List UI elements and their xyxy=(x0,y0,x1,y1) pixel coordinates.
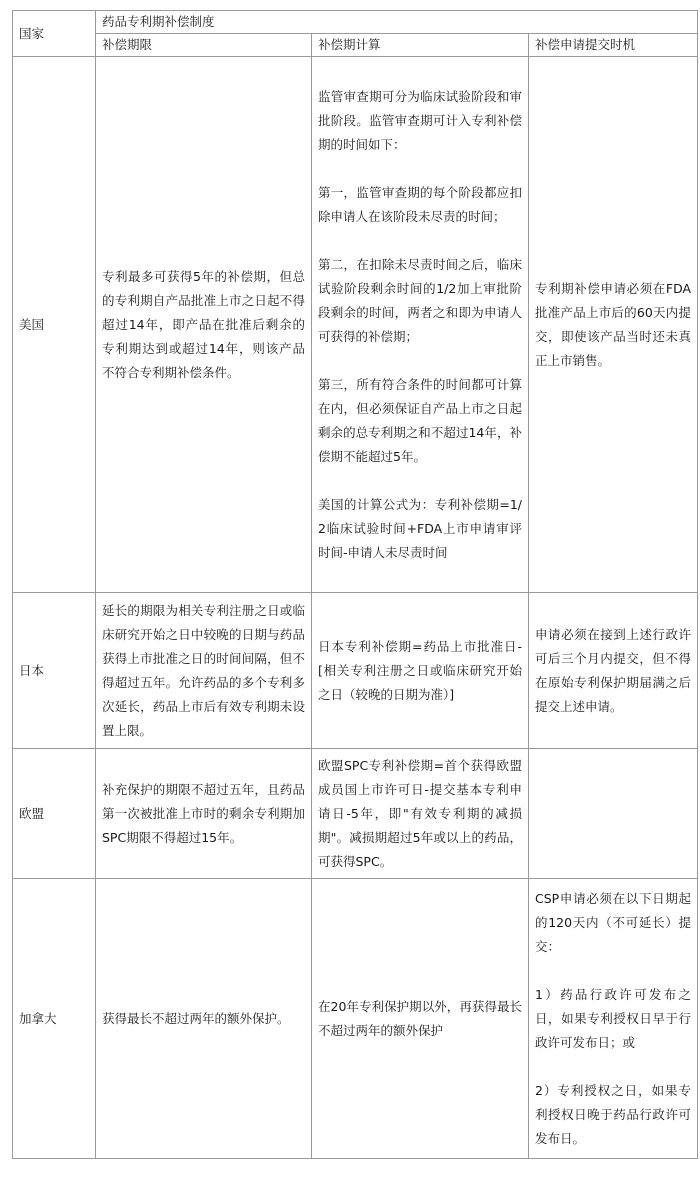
table-row xyxy=(13,57,698,593)
limit-text: 延长的期限为相关专利注册之日或临床研究开始之日中较晚的日期与药品获得上市批准之日的时间间隔，但不得超过五年。允许药品的多个专利多次延长，药品上市后有效专利期未设置上限。 xyxy=(102,602,305,738)
calc-cell xyxy=(312,749,529,879)
timing-cell xyxy=(529,593,698,749)
table-row xyxy=(13,879,698,1159)
calc-text: 欧盟SPC专利补偿期=首个获得欧盟成员国上市许可日-提交基本专利申请日-5年，即"有效专利期的减损期"。减损期超过5年或以上的药品，可获得SPC。 xyxy=(318,757,522,869)
timing-text: 2）专利授权之日，如果专利授权日晚于药品行政许可发布日。 xyxy=(535,1082,692,1146)
header-timing: 补偿申请提交时机 xyxy=(529,34,698,57)
timing-text: 申请必须在接到上述行政许可后三个月内提交，但不得在原始专利保护期届满之后提交上述申请。 xyxy=(535,626,692,714)
header-calc: 补偿期计算 xyxy=(312,34,529,57)
calc-text: 在20年专利保护期以外，再获得最长不超过两年的额外保护 xyxy=(318,998,522,1038)
calc-text: 监管审查期可分为临床试验阶段和审批阶段。监管审查期可计入专利补偿期的时间如下： xyxy=(318,88,522,152)
table-row xyxy=(13,749,698,879)
header-country: 国家 xyxy=(13,11,96,57)
timing-text: 1）药品行政许可发布之日，如果专利授权日早于行政许可发布日；或 xyxy=(535,986,692,1050)
header-limit: 补偿期限 xyxy=(96,34,312,57)
country-cell: 美国 xyxy=(13,57,96,593)
calc-text: 美国的计算公式为：专利补偿期=1/2临床试验时间+FDA上市申请审评时间-申请人未尽责时间 xyxy=(318,496,522,560)
limit-text: 补充保护的期限不超过五年，且药品第一次被批准上市时的剩余专利期加SPC期限不得超过15年。 xyxy=(102,781,305,845)
country-cell: 日本 xyxy=(13,593,96,749)
country-cell: 欧盟 xyxy=(13,749,96,879)
calc-text: 日本专利补偿期=药品上市批准日-[相关专利注册之日或临床研究开始之日（较晚的日期为准）] xyxy=(318,638,522,702)
timing-cell xyxy=(529,749,698,879)
calc-cell xyxy=(312,57,529,593)
patent-compensation-table xyxy=(12,10,698,1159)
limit-cell xyxy=(96,749,312,879)
header-row-top xyxy=(13,11,698,34)
limit-cell xyxy=(96,593,312,749)
calc-text: 第三，所有符合条件的时间都可计算在内，但必须保证自产品上市之日起剩余的总专利期之和不超过14年，补偿期不能超过5年。 xyxy=(318,376,522,464)
calc-cell xyxy=(312,879,529,1159)
calc-cell xyxy=(312,593,529,749)
header-row-columns xyxy=(13,34,698,57)
timing-text: 专利期补偿申请必须在FDA批准产品上市后的60天内提交，即使该产品当时还未真正上市销售。 xyxy=(535,280,692,368)
country-cell: 加拿大 xyxy=(13,879,96,1159)
limit-text: 获得最长不超过两年的额外保护。 xyxy=(102,1010,290,1026)
calc-text: 第二，在扣除未尽责时间之后，临床试验阶段剩余时间的1/2加上审批阶段剩余的时间，两者之和即为申请人可获得的补偿期； xyxy=(318,256,522,344)
header-group: 药品专利期补偿制度 xyxy=(96,11,698,34)
timing-text: CSP申请必须在以下日期起的120天内（不可延长）提交： xyxy=(535,890,692,954)
limit-cell xyxy=(96,879,312,1159)
limit-cell xyxy=(96,57,312,593)
table-row xyxy=(13,593,698,749)
timing-cell xyxy=(529,879,698,1159)
limit-text: 专利最多可获得5年的补偿期，但总的专利期自产品批准上市之日起不得超过14年，即产品在批准后剩余的专利期达到或超过14年，则该产品不符合专利期补偿条件。 xyxy=(102,268,305,380)
timing-cell xyxy=(529,57,698,593)
calc-text: 第一，监管审查期的每个阶段都应扣除申请人在该阶段未尽责的时间； xyxy=(318,184,522,224)
